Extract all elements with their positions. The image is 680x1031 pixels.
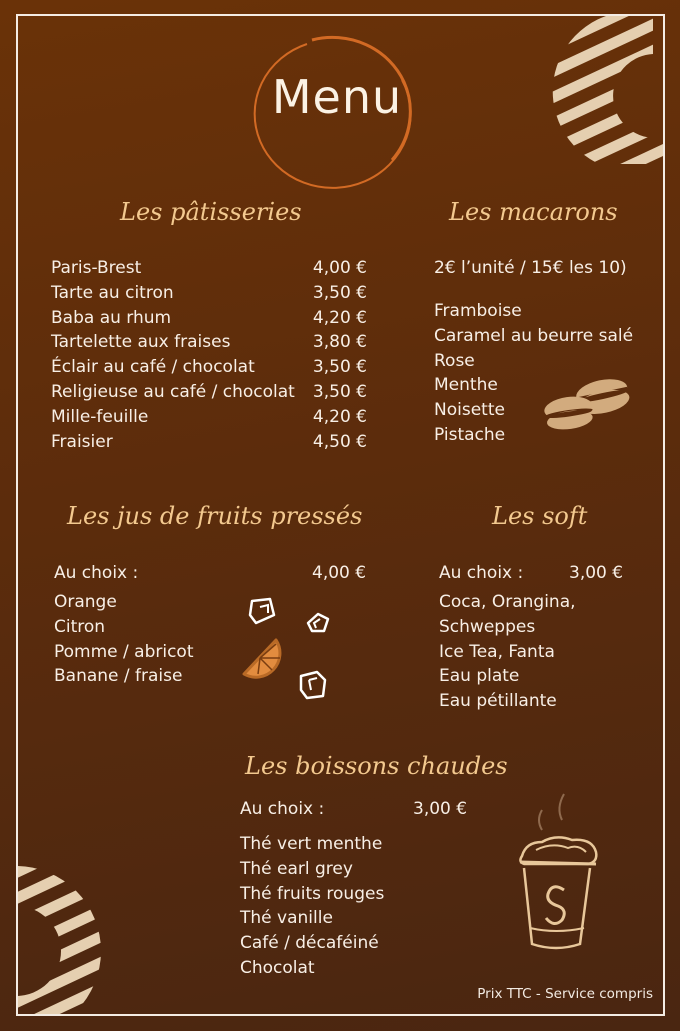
list-item: Menthe [434,375,498,396]
list-item: Rose [434,350,475,371]
list-item: Framboise [434,301,522,321]
list-item: Chocolat [240,957,315,978]
list-item: Thé vanille [240,908,333,929]
list-item: Tartelette aux fraises 3,80 € [51,332,367,353]
soft-list [439,590,576,714]
striped-circle-decoration-icon [16,846,146,1016]
list-item: Banane / fraise [54,666,183,687]
list-item: Thé earl grey [240,858,353,879]
soft-heading: Les soft [492,502,588,530]
list-item: Pistache [434,424,506,445]
list-item: Caramel au beurre salé [434,325,634,346]
list-item: Éclair au café / chocolat 3,50 € [51,357,367,378]
list-item: Tarte au citron 3,50 € [51,282,367,303]
chaudes-choice-label: Au choix : [240,799,325,819]
soft-price: 3,00 € [569,563,624,583]
list-item: Religieuse au café / chocolat 3,50 € [51,381,367,402]
page-title: Menu [271,70,403,124]
macarons-heading: Les macarons [449,198,618,226]
patisseries-heading: Les pâtisseries [120,198,302,226]
list-item: Orange [54,592,117,612]
chaudes-price: 3,00 € [413,799,468,819]
list-item: Ice Tea, Fanta [439,641,555,662]
macarons-price-note: 2€ l’unité / 15€ les 10) [434,258,627,278]
list-item: Schweppes [439,616,536,637]
list-item: Baba au rhum 4,20 € [51,307,367,328]
list-item: Fraisier 4,50 € [51,431,367,452]
soft-choice-label: Au choix : [439,563,524,583]
list-item: Eau pétillante [439,691,557,712]
coffee-cup-icon [512,790,604,954]
list-item: Café / décaféiné [240,933,379,954]
list-item: Thé vert menthe [240,834,383,854]
list-item: Citron [54,616,106,637]
list-item: Noisette [434,400,505,421]
footer-note: Prix TTC - Service compris [477,986,653,1002]
jus-choice-label: Au choix : [54,563,139,583]
striped-circle-decoration-icon [543,14,665,164]
ice-cube-icon [304,611,332,635]
jus-heading: Les jus de fruits pressés [67,502,363,530]
orange-slice-icon [240,636,288,680]
macaron-icon [543,376,631,436]
list-item: Mille-feuille 4,20 € [51,406,367,427]
list-item: Coca, Orangina, [439,592,576,612]
chaudes-heading: Les boissons chaudes [245,752,508,780]
list-item: Thé fruits rouges [240,883,385,904]
ice-cube-icon [297,670,329,700]
patisseries-list [51,256,367,454]
jus-list [54,590,194,689]
list-item: Pomme / abricot [54,641,194,662]
ice-cube-icon [246,597,278,627]
jus-price: 4,00 € [312,563,367,583]
list-item: Eau plate [439,666,520,687]
list-item: Paris-Brest 4,00 € [51,258,367,278]
chaudes-list [240,832,384,981]
